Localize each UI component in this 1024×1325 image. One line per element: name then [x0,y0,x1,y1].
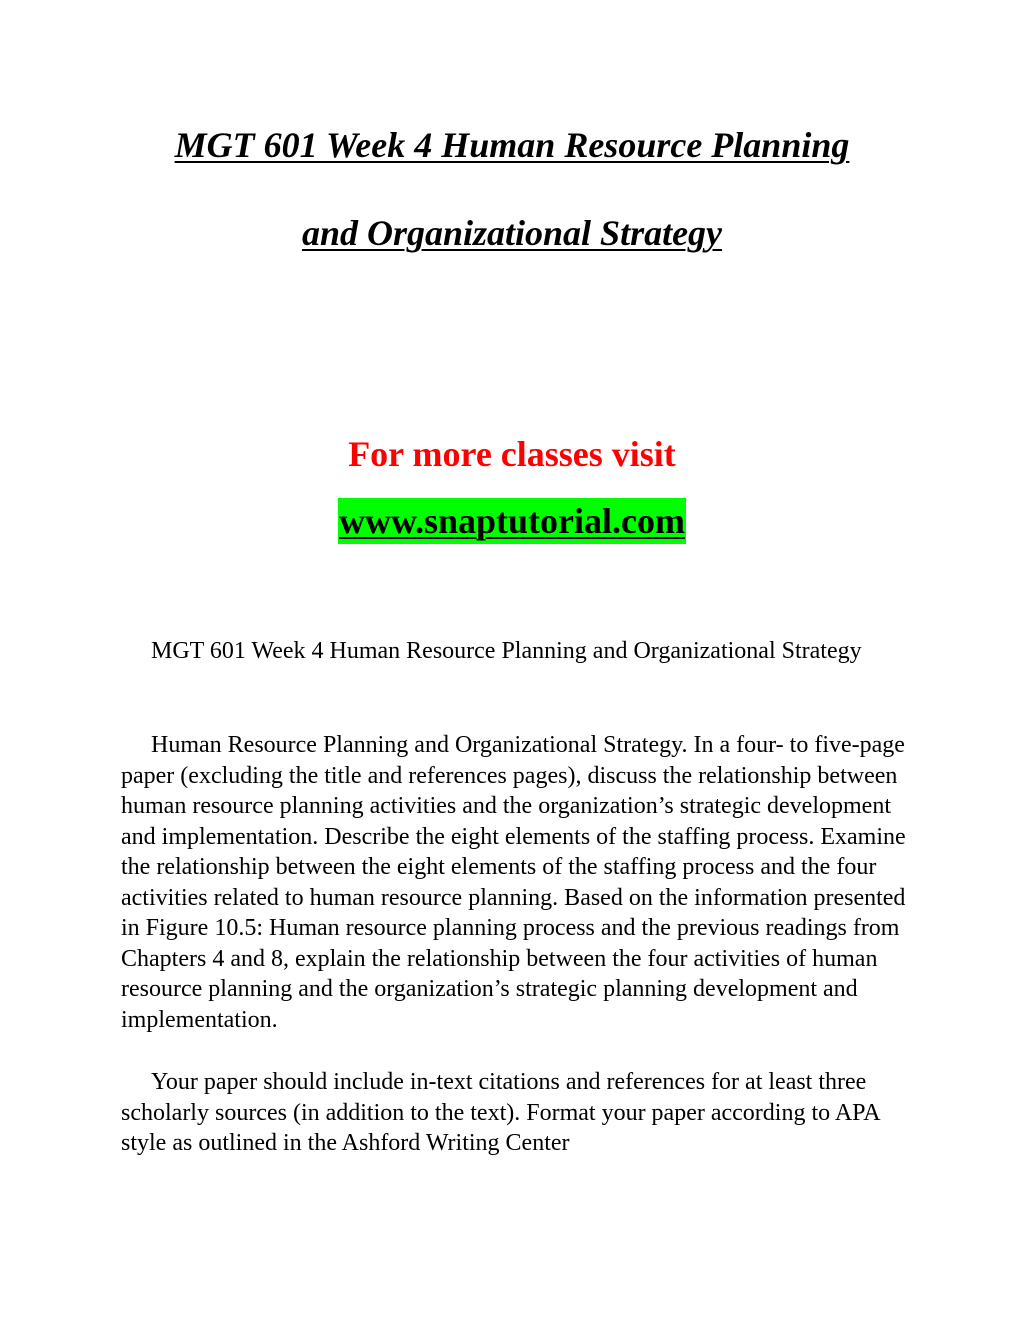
paragraph-assignment-description [121,730,911,1035]
paragraph-text: Human Resource Planning and Organizational Strategy. In a four- to five-page paper (excluding the title and references pages), discuss the relationship between human resource planning activities and the organization’s strategic development and implementation. Describe the eight elements of the staffing process. Examine the relationship between the eight elements of the staffing process and the four activities related to human resource planning. Based on the information presented in Figure 10.5: Human resource planning process and the previous readings from Chapters 4 and 8, explain the relationship between the four activities of human resource planning and the organization’s strategic planning development and implementation. [121,732,906,1033]
paragraph-formatting-requirements [121,1067,911,1159]
promo-text: For more classes visit [348,434,676,474]
document-title-line-1: MGT 601 Week 4 Human Resource Planning [174,125,850,165]
document-title-line-2: and Organizational Strategy [301,213,723,253]
promo-link-container [0,498,1024,544]
paragraph-text: MGT 601 Week 4 Human Resource Planning and Organizational Strategy [151,638,862,664]
website-link[interactable]: www.snaptutorial.com [338,498,686,544]
paragraph-course-title [121,636,911,667]
paragraph-text: Your paper should include in-text citations and references for at least three scholarly sources (in addition to the text). Format your paper according to APA style as outlined in the Ashford Writing Center [121,1069,880,1156]
